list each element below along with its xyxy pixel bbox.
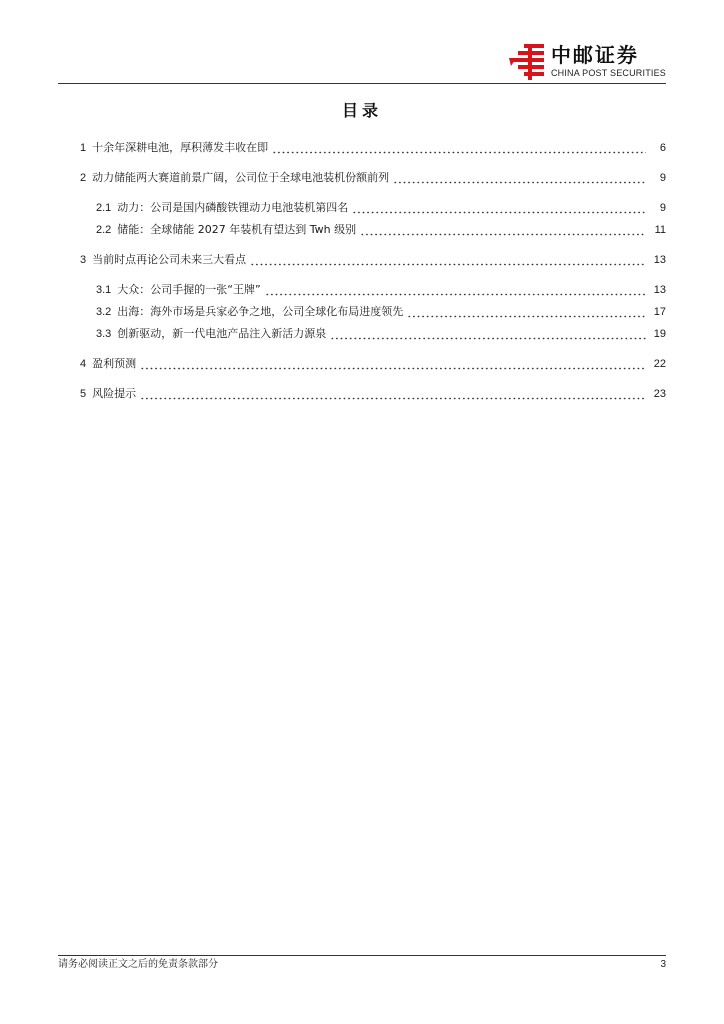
toc-item-title: 大众：公司手握的一张“王牌” [117,283,261,296]
toc-item-number: 3.2 [96,306,112,318]
page-header [0,0,724,90]
toc-leader-dots [140,354,646,374]
logo-chinese-name: 中邮证券 [550,43,639,67]
toc-item-page: 11 [654,224,666,236]
toc-item-number: 3 [80,254,87,266]
toc-item-number: 2.1 [96,202,112,214]
logo-text [551,44,666,79]
footer-page-number: 3 [660,959,666,970]
toc-item-title: 当前时点再论公司未来三大看点 [92,253,247,266]
toc-leader-dots [360,220,646,240]
footer-disclaimer: 请务必阅读正文之后的免责条款部分 [58,959,218,970]
china-post-logo-icon [507,42,547,82]
toc-item-1[interactable] [80,138,666,158]
toc-item-title: 盈利预测 [92,357,137,370]
toc-item-number: 1 [80,142,87,154]
toc-item-2-1[interactable] [96,198,666,218]
toc-item-title: 创新驱动，新一代电池产品注入新活力源泉 [117,327,327,340]
toc-leader-dots [272,138,646,158]
toc-item-page: 19 [653,328,666,340]
toc-item-number: 3.3 [96,328,112,340]
toc-leader-dots [352,198,646,218]
toc-item-page: 22 [653,358,666,370]
toc-item-title: 十余年深耕电池，厚积薄发丰收在即 [92,141,269,154]
toc-item-2[interactable] [80,168,666,188]
toc-item-title: 动力：公司是国内磷酸铁锂动力电池装机第四名 [117,201,349,214]
toc-item-5[interactable] [80,384,666,404]
toc-item-page: 17 [653,306,666,318]
toc-leader-dots [407,302,646,322]
toc-leader-dots [330,324,646,344]
toc-item-title: 动力储能两大赛道前景广阔，公司位于全球电池装机份额前列 [92,171,390,184]
toc-item-page: 13 [653,284,666,296]
toc-item-page: 9 [659,202,666,214]
logo-english-name: CHINA POST SECURITIES [550,68,666,78]
company-logo [507,44,666,84]
toc-leader-dots [393,168,646,188]
toc-item-page: 9 [659,172,666,184]
toc-item-title: 出海：海外市场是兵家必争之地，公司全球化布局进度领先 [117,305,404,318]
toc-leader-dots [265,280,646,300]
toc-item-number: 3.1 [96,284,112,296]
toc-item-3-2[interactable] [96,302,666,322]
footer-divider [58,955,666,956]
toc-item-title: 储能：全球储能 2027 年装机有望达到 Twh 级别 [117,223,357,236]
toc-item-3[interactable] [80,250,666,270]
toc-item-2-2[interactable] [96,220,666,240]
toc-leader-dots [250,250,646,270]
toc-item-3-1[interactable] [96,280,666,300]
toc-leader-dots [140,384,646,404]
toc-item-title: 风险提示 [92,387,137,400]
toc-item-3-3[interactable] [96,324,666,344]
toc-item-page: 23 [653,388,666,400]
toc-item-number: 2.2 [96,224,112,236]
toc-item-page: 13 [653,254,666,266]
toc-item-number: 4 [80,358,87,370]
toc-item-number: 2 [80,172,87,184]
toc-item-number: 5 [80,388,87,400]
header-divider [58,83,666,84]
toc-item-4[interactable] [80,354,666,374]
toc-item-page: 6 [659,142,666,154]
toc-title: 目录 [341,101,382,120]
